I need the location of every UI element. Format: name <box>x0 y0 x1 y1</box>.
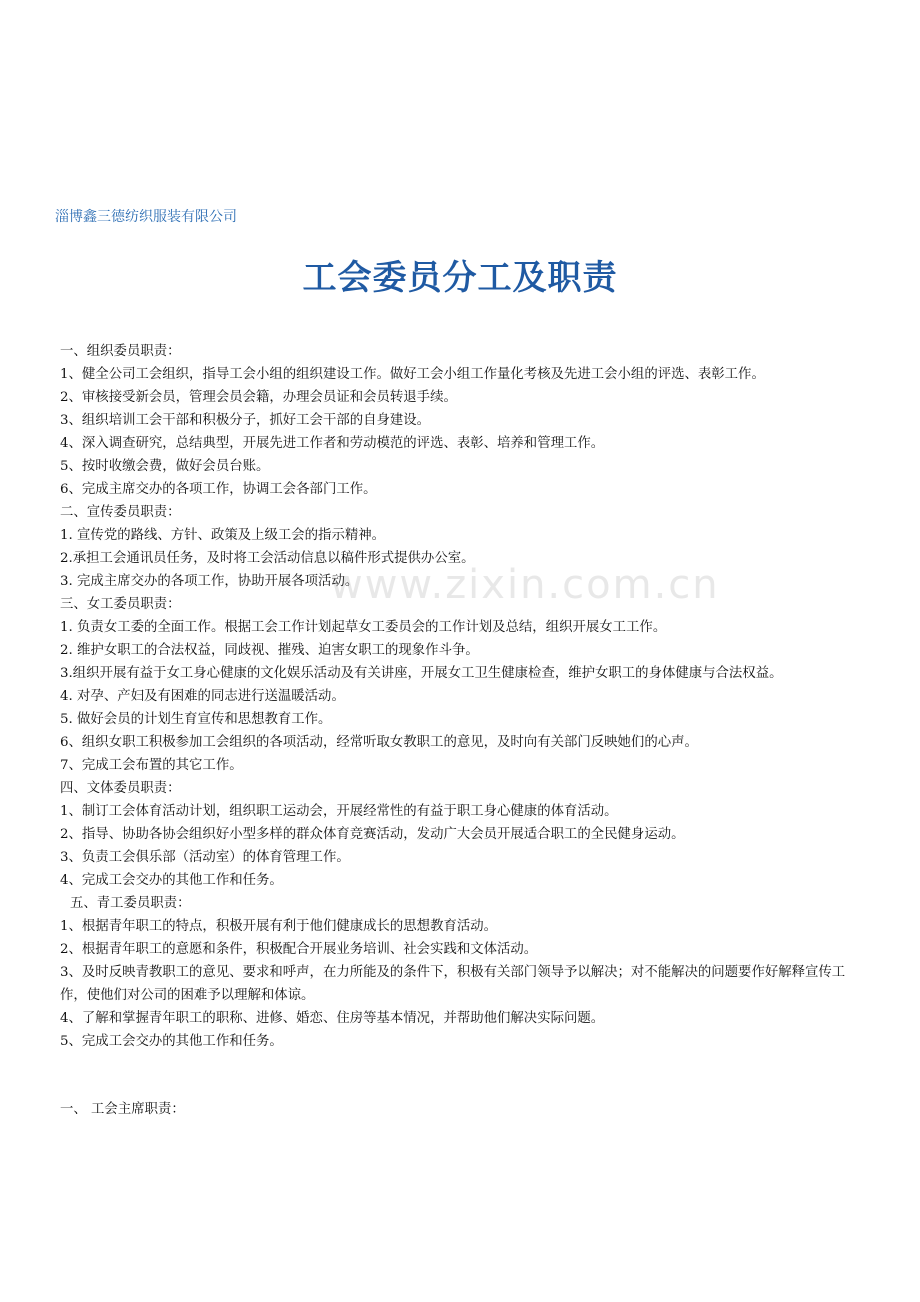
list-item: 2.承担工会通讯员任务，及时将工会活动信息以稿件形式提供办公室。 <box>60 551 475 566</box>
list-item: 7、完成工会布置的其它工作。 <box>60 758 243 773</box>
list-item: 1、健全公司工会组织，指导工会小组的组织建设工作。做好工会小组工作量化考核及先进工会小组的评选、表彰工作。 <box>60 367 765 382</box>
list-item: 2、指导、协助各协会组织好小型多样的群众体育竞赛活动，发动广大会员开展适合职工的全民健身运动。 <box>60 827 685 842</box>
section-heading-chairman: 一、 工会主席职责： <box>60 1102 185 1117</box>
list-item: 2、根据青年职工的意愿和条件，积极配合开展业务培训、社会实践和文体活动。 <box>60 942 538 957</box>
section-organization <box>60 340 860 501</box>
section-heading: 一、组织委员职责： <box>60 344 181 359</box>
list-item: 5、按时收缴会费，做好会员台账。 <box>60 459 270 474</box>
section-youth <box>60 892 860 1053</box>
company-name: 淄博鑫三德纺织服装有限公司 <box>55 209 237 225</box>
document-title: 工会委员分工及职责 <box>302 258 618 298</box>
spacer <box>60 1053 860 1098</box>
list-item: 6、完成主席交办的各项工作，协调工会各部门工作。 <box>60 482 377 497</box>
list-item: 6、组织女职工积极参加工会组织的各项活动，经常听取女教职工的意见，及时向有关部门反映她们的心声。 <box>60 735 698 750</box>
watermark: www.zixin.com.cn <box>330 562 720 608</box>
list-item: 3.组织开展有益于女工身心健康的文化娱乐活动及有关讲座，开展女工卫生健康检查，维护女职工的身体健康与合法权益。 <box>60 666 783 681</box>
list-item: 1、根据青年职工的特点，积极开展有利于他们健康成长的思想教育活动。 <box>60 919 498 934</box>
list-item: 3. 完成主席交办的各项工作，协助开展各项活动。 <box>60 574 359 589</box>
list-item: 4、了解和掌握青年职工的职称、进修、婚恋、住房等基本情况，并帮助他们解决实际问题。 <box>60 1011 605 1026</box>
section-heading: 四、文体委员职责： <box>60 781 181 796</box>
document-body <box>60 340 860 1121</box>
list-item: 3、组织培训工会干部和积极分子，抓好工会干部的自身建设。 <box>60 413 431 428</box>
section-publicity <box>60 501 860 593</box>
section-heading: 五、青工委员职责： <box>70 896 191 911</box>
list-item: 5. 做好会员的计划生育宣传和思想教育工作。 <box>60 712 332 727</box>
list-item: 4、完成工会交办的其他工作和任务。 <box>60 873 283 888</box>
section-female-workers <box>60 593 860 777</box>
section-heading: 二、宣传委员职责： <box>60 505 181 520</box>
list-item: 2、审核接受新会员，管理会员会籍，办理会员证和会员转退手续。 <box>60 390 457 405</box>
list-item: 3、负责工会俱乐部（活动室）的体育管理工作。 <box>60 850 350 865</box>
list-item: 4、深入调查研究，总结典型，开展先进工作者和劳动模范的评选、表彰、培养和管理工作。 <box>60 436 605 451</box>
list-item: 2. 维护女职工的合法权益，同歧视、摧残、迫害女职工的现象作斗争。 <box>60 643 479 658</box>
list-item: 1、制订工会体育活动计划，组织职工运动会，开展经常性的有益于职工身心健康的体育活动。 <box>60 804 618 819</box>
list-item: 3、及时反映青教职工的意见、要求和呼声，在力所能及的条件下，积极有关部门领导予以解决；对不能解决的问题要作好解释宣传工作，使他们对公司的困难予以理解和体谅。 <box>60 965 846 1003</box>
section-heading: 三、女工委员职责： <box>60 597 181 612</box>
list-item: 4. 对孕、产妇及有困难的同志进行送温暖活动。 <box>60 689 345 704</box>
list-item: 5、完成工会交办的其他工作和任务。 <box>60 1034 283 1049</box>
list-item: 1. 负责女工委的全面工作。根据工会工作计划起草女工委员会的工作计划及总结，组织开展女工工作。 <box>60 620 667 635</box>
section-sports <box>60 777 860 892</box>
list-item: 1. 宣传党的路线、方针、政策及上级工会的指示精神。 <box>60 528 386 543</box>
